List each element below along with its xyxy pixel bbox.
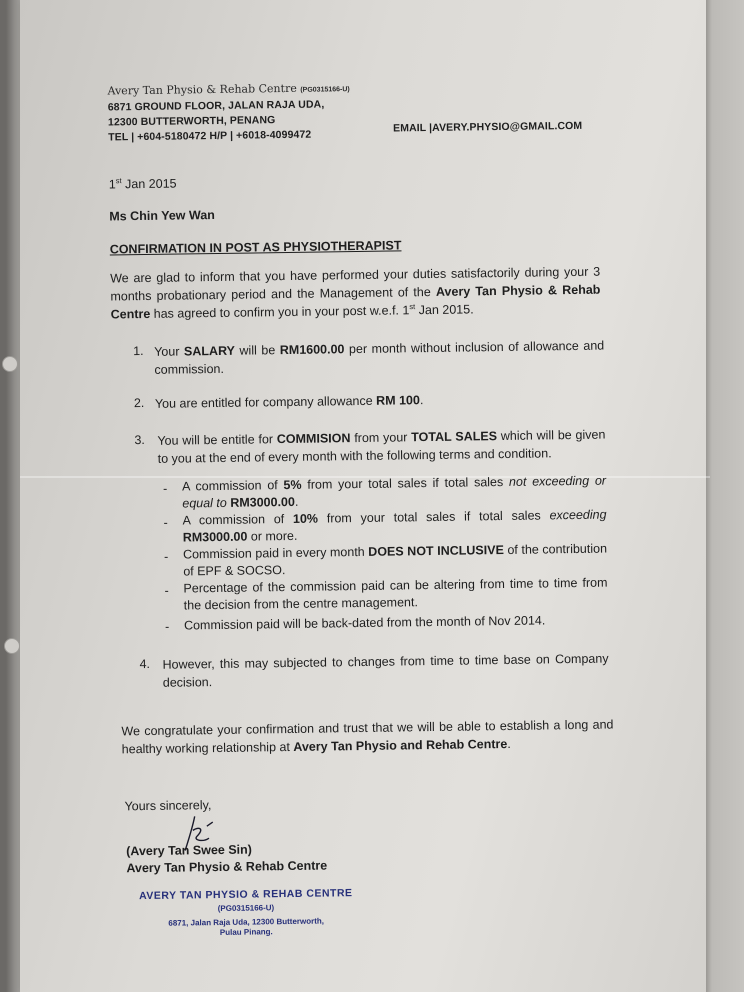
item-1-salary	[154, 337, 604, 379]
intro-paragraph	[110, 263, 601, 324]
item-3-commision-label: COMMISION	[276, 431, 351, 447]
item-4-number: 4.	[139, 656, 151, 672]
item-2-allowance	[155, 389, 605, 413]
item-3-total-sales: TOTAL SALES	[411, 429, 498, 445]
sub-3-text-c: of the contribution of EPF & SOCSO.	[183, 541, 608, 579]
closing-company: Avery Tan Physio and Rehab Centre	[293, 736, 508, 754]
company-stamp	[131, 887, 362, 938]
sub-2-amount: RM3000.00	[182, 529, 248, 545]
intro-text-2: has agreed to confirm you in your post w.e.f. 1	[150, 303, 410, 321]
sub-1-dash: -	[163, 481, 168, 496]
email-line: EMAIL |AVERY.PHYSIO@GMAIL.COM	[393, 119, 583, 135]
date-suffix: st	[115, 176, 122, 186]
sub-3-emphasis: DOES NOT INCLUSIVE	[368, 542, 504, 559]
item-1-text-c: will be	[234, 343, 280, 358]
signatory-company: Avery Tan Physio & Rehab Centre	[126, 858, 328, 876]
intro-company: Avery Tan Physio & Rehab Centre	[110, 282, 601, 322]
item-3-text-e: which will be given to you at the end of every month with the following terms and condition.	[157, 427, 606, 466]
signatory-name: (Avery Tan Swee Sin)	[126, 842, 252, 859]
item-3-text-c: from your	[350, 430, 412, 446]
sub-1-text-g: .	[294, 494, 299, 509]
stamp-reg: (PG0315166-U)	[217, 903, 275, 914]
sub-1-condition: not exceeding or equal to	[182, 473, 607, 511]
letterhead-company	[107, 81, 349, 97]
sub-3-text-a: Commission paid in every month	[182, 544, 369, 562]
address-line-1: 6871 GROUND FLOOR, JALAN RAJA UDA,	[107, 98, 325, 114]
sub-5-dash: -	[164, 619, 170, 634]
sub-3-dash: -	[163, 549, 169, 564]
closing-paragraph	[121, 715, 613, 758]
item-1-text-a: Your	[154, 344, 185, 359]
item-4-changes: However, this may subjected to changes from time to time base on Company decision.	[162, 651, 609, 690]
item-3-text-a: You will be entitle for	[157, 432, 277, 448]
item-2-text-c: .	[419, 393, 424, 408]
sub-2-condition: exceeding	[549, 507, 607, 523]
sub-1-amount: RM3000.00	[230, 494, 295, 510]
sub-2-dash: -	[163, 515, 168, 530]
sub-2-rate: 10%	[292, 511, 319, 526]
sub-1-rate: 5%	[283, 477, 302, 493]
letter-date	[109, 177, 177, 192]
stamp-title: AVERY TAN PHYSIO & REHAB CENTRE	[138, 887, 353, 903]
sub-1-text-a: A commission of	[181, 478, 284, 494]
item-1-salary-label: SALARY	[183, 343, 236, 359]
item-1-salary-amount: RM1600.00	[279, 342, 345, 358]
sub-item-4: Percentage of the commission paid can be altering from time to time from the decision from the centre management.	[183, 575, 608, 613]
sub-1-text-c: from your total sales if total sales	[301, 474, 510, 492]
item-3-commission	[157, 426, 605, 468]
signoff: Yours sincerely,	[124, 798, 212, 814]
item-1-text-e: per month without inclusion of allowance and commission.	[154, 338, 605, 377]
address-line-2: 12300 BUTTERWORTH, PENANG	[107, 114, 276, 129]
closing-text-c: .	[507, 736, 511, 751]
intro-date-suffix: st	[409, 302, 416, 312]
sub-2-text-c: from your total sales if total sales	[317, 508, 550, 526]
intro-text-1: We are glad to inform that you have performed your duties satisfactorily during your 3 months probationary period and the Management of the	[110, 264, 601, 304]
stamp-address-1: 6871, Jalan Raja Uda, 12300 Butterworth,	[168, 916, 325, 928]
sub-item-5: Commission paid will be back-dated from the month of Nov 2014.	[183, 613, 546, 633]
item-2-allowance-amount: RM 100	[376, 393, 420, 408]
item-3-number: 3.	[134, 433, 145, 448]
date-rest: Jan 2015	[125, 176, 177, 192]
item-2-number: 2.	[133, 396, 145, 411]
item-2-text-a: You are entitled for company allowance	[154, 393, 377, 411]
recipient: Ms Chin Yew Wan	[109, 208, 215, 224]
subject-title: CONFIRMATION IN POST AS PHYSIOTHERAPIST	[109, 238, 402, 257]
tel-line: TEL | +604-5180472 H/P | +6018-4099472	[108, 128, 312, 144]
company-reg-no: (PG0315166-U)	[300, 86, 350, 94]
intro-text-3: Jan 2015.	[415, 302, 474, 318]
company-name: Avery Tan Physio & Rehab Centre	[107, 81, 297, 98]
date-day: 1	[108, 177, 116, 192]
sub-2-text-g: or more.	[247, 528, 298, 544]
stamp-address-2: Pulau Pinang.	[219, 927, 273, 938]
item-1-number: 1.	[133, 344, 144, 359]
closing-text-a: We congratulate your confirmation and trust that we will be able to establish a long and healthy working relationship at	[121, 717, 614, 757]
sub-2-text-a: A commission of	[182, 511, 294, 528]
sub-4-dash: -	[164, 583, 169, 598]
